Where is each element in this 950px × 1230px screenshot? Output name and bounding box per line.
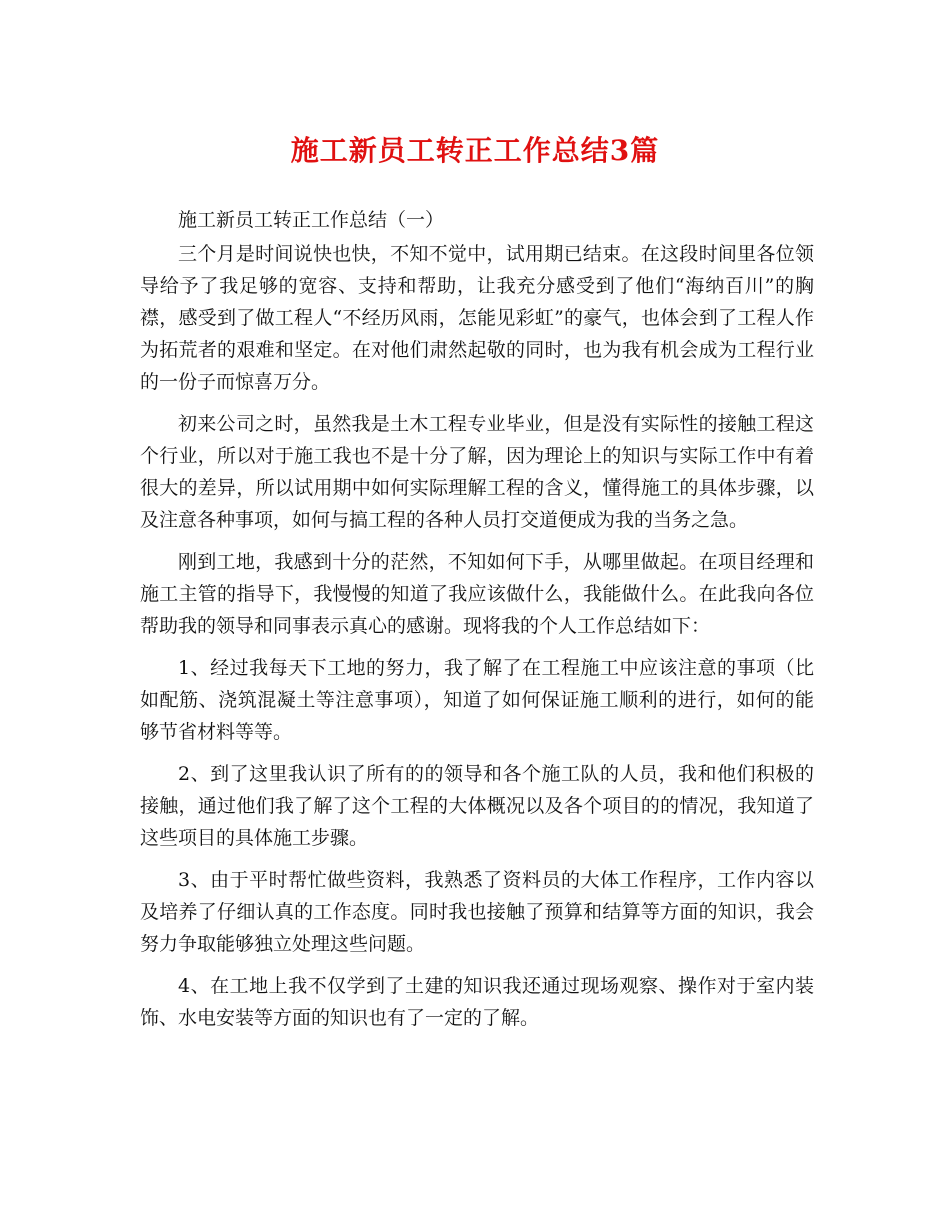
list-item-1: 1、经过我每天下工地的努力，我了解了在工程施工中应该注意的事项（比如配筋、浇筑混凝土等注意事项），知道了如何保证施工顺利的进行，如何的能够节省材料等等。 (140, 657, 814, 743)
paragraph-intro: 三个月是时间说快也快，不知不觉中，试用期已结束。在这段时间里各位领导给予了我足够的宽容、支持和帮助，让我充分感受到了他们“海纳百川”的胸襟，感受到了做工程人“不经历风雨，怎能见彩虹”的豪气，也体会到了工程人作为拓荒者的艰难和坚定。在对他们肃然起敬的同时，也为我有机会成为工程行业的一份子而惊喜万分。 (140, 243, 814, 393)
list-item-4: 4、在工地上我不仅学到了土建的知识我还通过现场观察、操作对于室内装饰、水电安装等方面的知识也有了一定的了解。 (140, 975, 814, 1029)
document-title: 施工新员工转正工作总结3篇 (290, 134, 660, 167)
list-item-3: 3、由于平时帮忙做些资料，我熟悉了资料员的大体工作程序，工作内容以及培养了仔细认真的工作态度。同时我也接触了预算和结算等方面的知识，我会努力争取能够独立处理这些问题。 (140, 869, 814, 955)
paragraph-background: 初来公司之时，虽然我是土木工程专业毕业，但是没有实际性的接触工程这个行业，所以对于施工我也不是十分了解，因为理论上的知识与实际工作中有着很大的差异，所以试用期中如何实际理解工程的含义，懂得施工的具体步骤，以及注意各种事项，如何与搞工程的各种人员打交道便成为我的当务之急。 (140, 413, 814, 531)
document-body (140, 204, 814, 1044)
list-item-2: 2、到了这里我认识了所有的的领导和各个施工队的人员，我和他们积极的接触，通过他们我了解了这个工程的大体概况以及各个项目的的情况，我知道了这些项目的具体施工步骤。 (140, 763, 814, 849)
section-heading: 施工新员工转正工作总结（一） (178, 209, 445, 231)
paragraph-arrival: 刚到工地，我感到十分的茫然，不知如何下手，从哪里做起。在项目经理和施工主管的指导下，我慢慢的知道了我应该做什么，我能做什么。在此我向各位帮助我的领导和同事表示真心的感谢。现将我的个人工作总结如下： (140, 551, 814, 637)
